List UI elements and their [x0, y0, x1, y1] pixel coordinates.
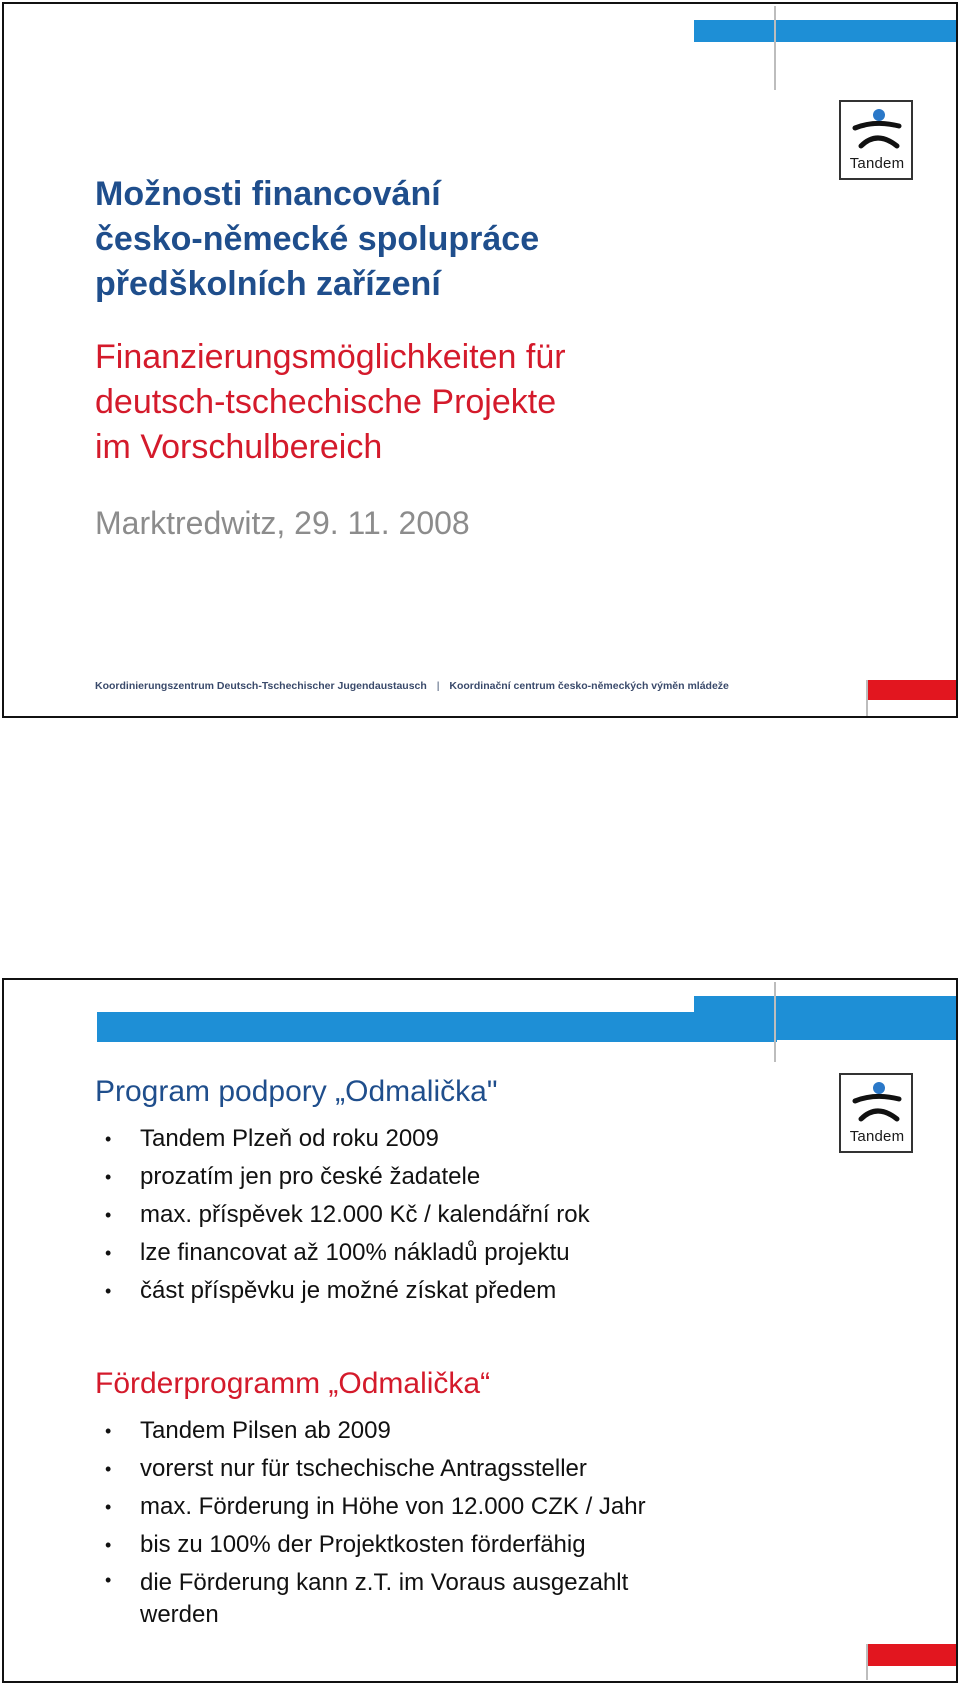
- top-band-divider: [774, 6, 776, 90]
- slide-footer: [95, 680, 729, 692]
- title-czech-line-3: předškolních zařízení: [95, 265, 441, 303]
- footer-separator: |: [436, 680, 440, 692]
- top-band-divider: [774, 982, 776, 1062]
- tandem-figure-icon: [849, 1079, 905, 1125]
- bottom-red-band: [866, 1644, 958, 1666]
- footer-czech: Koordinační centrum česko-německých výměn mládeže: [449, 680, 729, 692]
- tandem-logo: [839, 1073, 913, 1153]
- title-czech: [95, 172, 655, 307]
- tandem-figure-icon: [849, 106, 905, 152]
- bullet-list-czech: [97, 1120, 780, 1310]
- list-item: • die Förderung kann z.T. im Voraus ausgezahlt werden: [97, 1564, 700, 1631]
- tandem-logo: [839, 100, 913, 180]
- logo-wordmark: Tandem: [849, 155, 905, 172]
- bullet-list-german: [97, 1412, 780, 1631]
- title-czech-line-2: česko-německé spolupráce: [95, 220, 540, 258]
- list-item: • max. příspěvek 12.000 Kč / kalendářní rok: [97, 1196, 780, 1234]
- event-date: Marktredwitz, 29. 11. 2008: [95, 505, 470, 541]
- bottom-band-divider: [866, 1644, 868, 1680]
- top-blue-band: [97, 1012, 777, 1042]
- footer-german: Koordinierungszentrum Deutsch-Tschechischer Jugendaustausch: [95, 680, 427, 692]
- title-german: [95, 335, 735, 470]
- top-blue-band: [694, 20, 956, 42]
- list-item: • prozatím jen pro české žadatele: [97, 1158, 780, 1196]
- list-item: • vorerst nur für tschechische Antragssteller: [97, 1450, 780, 1488]
- list-item: • Tandem Plzeň od roku 2009: [97, 1120, 780, 1158]
- top-blue-band-right: [694, 996, 956, 1040]
- list-item: • Tandem Pilsen ab 2009: [97, 1412, 780, 1450]
- title-german-line-2: deutsch-tschechische Projekte: [95, 383, 557, 421]
- bottom-red-band: [866, 680, 958, 700]
- bottom-band-divider: [866, 680, 868, 716]
- list-item: • část příspěvku je možné získat předem: [97, 1272, 780, 1310]
- heading-czech-program: Program podpory „Odmalička": [95, 1075, 498, 1108]
- title-czech-line-1: Možnosti financování: [95, 175, 441, 213]
- list-item: • max. Förderung in Höhe von 12.000 CZK / Jahr: [97, 1488, 780, 1526]
- title-german-line-3: im Vorschulbereich: [95, 428, 383, 466]
- title-german-line-1: Finanzierungsmöglichkeiten für: [95, 338, 566, 376]
- list-item: • bis zu 100% der Projektkosten förderfähig: [97, 1526, 780, 1564]
- heading-german-program: Förderprogramm „Odmalička“: [95, 1367, 491, 1400]
- logo-wordmark: Tandem: [849, 1128, 905, 1145]
- list-item: • lze financovat až 100% nákladů projektu: [97, 1234, 780, 1272]
